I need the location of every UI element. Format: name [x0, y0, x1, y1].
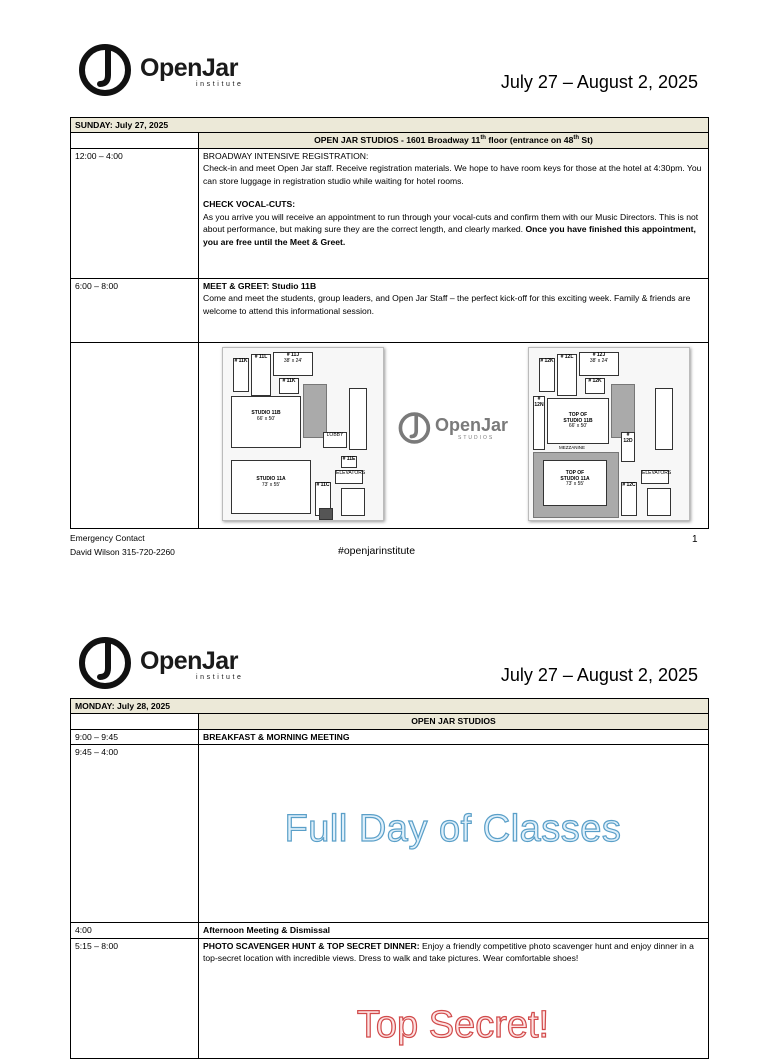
logo-subtitle: institute [196, 81, 244, 88]
logo-wordmark: OpenJar [140, 647, 238, 675]
emergency-contact: David Wilson 315-720-2260 [70, 547, 175, 557]
schedule-row [71, 729, 709, 744]
event-title: BROADWAY INTENSIVE REGISTRATION: [203, 150, 369, 161]
elevators: ELEVATORS [335, 470, 363, 484]
center-logo-sub: STUDIOS [458, 435, 495, 441]
studio-11a: STUDIO 11A 73' x 55' [231, 460, 311, 514]
hashtag: #openjarinstitute [338, 545, 416, 557]
day-header-row [71, 699, 709, 714]
event-description: PHOTO SCAVENGER HUNT & TOP SECRET DINNER: Enjoy a friendly competitive photo scavenger hunt and enjoy dinner in a top-secret location with incredible views. Dress to walk and take pictures. Wear comfortable shoes! [203, 940, 694, 964]
openjar-mark-icon [78, 635, 134, 691]
logo-subtitle: institute [196, 674, 244, 681]
date-range: July 27 – August 2, 2025 [500, 665, 698, 685]
room-12k-small: # 12K [585, 378, 605, 394]
room-11c: # 11C [315, 482, 331, 516]
time-cell: 9:00 – 9:45 [71, 729, 199, 744]
lobby: LOBBY [323, 432, 347, 448]
venue-label: OPEN JAR STUDIOS [199, 714, 709, 729]
time-cell: 5:15 – 8:00 [71, 938, 199, 1058]
event-description: As you arrive you will receive an appointment to run through your vocal-cuts and confirm them with our Music Directors. This is not about performance, but making sure they are the correct length, and clearly marked. Once you have finished this appointment, you are free until the Meet & Greet. [203, 211, 699, 247]
top-secret-text: Top Secret! [356, 1004, 550, 1046]
schedule-row [71, 923, 709, 938]
room-12c: # 12C [621, 482, 637, 516]
mezzanine-label: MEZZANINE [559, 445, 586, 450]
time-cell: 12:00 – 4:00 [71, 148, 199, 278]
room-12j: # 12J 38' x 24' [579, 352, 619, 376]
venue-label: OPEN JAR STUDIOS - 1601 Broadway 11th floor (entrance on 48th St) [199, 133, 709, 148]
room-12n: # 12N [533, 396, 545, 450]
room-12d: # 12D [621, 432, 635, 462]
emergency-contact-label: Emergency Contact [70, 533, 145, 543]
day-header: MONDAY: July 28, 2025 [71, 699, 709, 714]
room-12k: # 12K [539, 358, 555, 392]
top-of-studio-11a: TOP OF STUDIO 11A 73' x 55' [543, 460, 607, 506]
room-11k-small: # 11K [279, 378, 299, 394]
top-of-studio-11b: TOP OF STUDIO 11B 66' x 50' [547, 398, 609, 444]
openjar-logo [78, 635, 253, 691]
room-11l: # 11L [251, 354, 271, 396]
full-day-of-classes-text: Full Day of Classes [284, 808, 622, 850]
date-range: July 27 – August 2, 2025 [500, 72, 698, 92]
room-11k: # 11K [233, 358, 249, 392]
page-number: 1 [692, 534, 698, 545]
elevators: ELEVATORS [641, 470, 669, 484]
time-cell: 4:00 [71, 923, 199, 938]
room-12l: # 12L [557, 354, 577, 396]
venue-row [71, 714, 709, 729]
time-cell: 6:00 – 8:00 [71, 278, 199, 342]
event-title: Afternoon Meeting & Dismissal [199, 923, 709, 938]
event-description: Check-in and meet Open Jar staff. Receive registration materials. We hope to have room keys for those at the hotel at 4:30pm. You can store luggage in registration studio while waiting for hotel rooms. [203, 163, 702, 186]
logo-wordmark: OpenJar [140, 54, 238, 82]
room-11j: # 11J 38' x 24' [273, 352, 313, 376]
time-cell: 9:45 – 4:00 [71, 745, 199, 923]
event-description: Come and meet the students, group leaders, and Open Jar Staff – the perfect kick-off for this exciting week. Family & friends are welcome to attend this informational session. [203, 293, 691, 316]
event-title: CHECK VOCAL-CUTS: [203, 199, 296, 210]
studio-11b: STUDIO 11B 66' x 50' [231, 396, 301, 448]
center-logo-word: OpenJar [435, 415, 509, 435]
event-title: MEET & GREET: Studio 11B [203, 280, 317, 291]
day-header: SUNDAY: July 27, 2025 [71, 118, 709, 133]
room-11e: # 11E [341, 456, 357, 468]
event-title: BREAKFAST & MORNING MEETING [199, 729, 709, 744]
